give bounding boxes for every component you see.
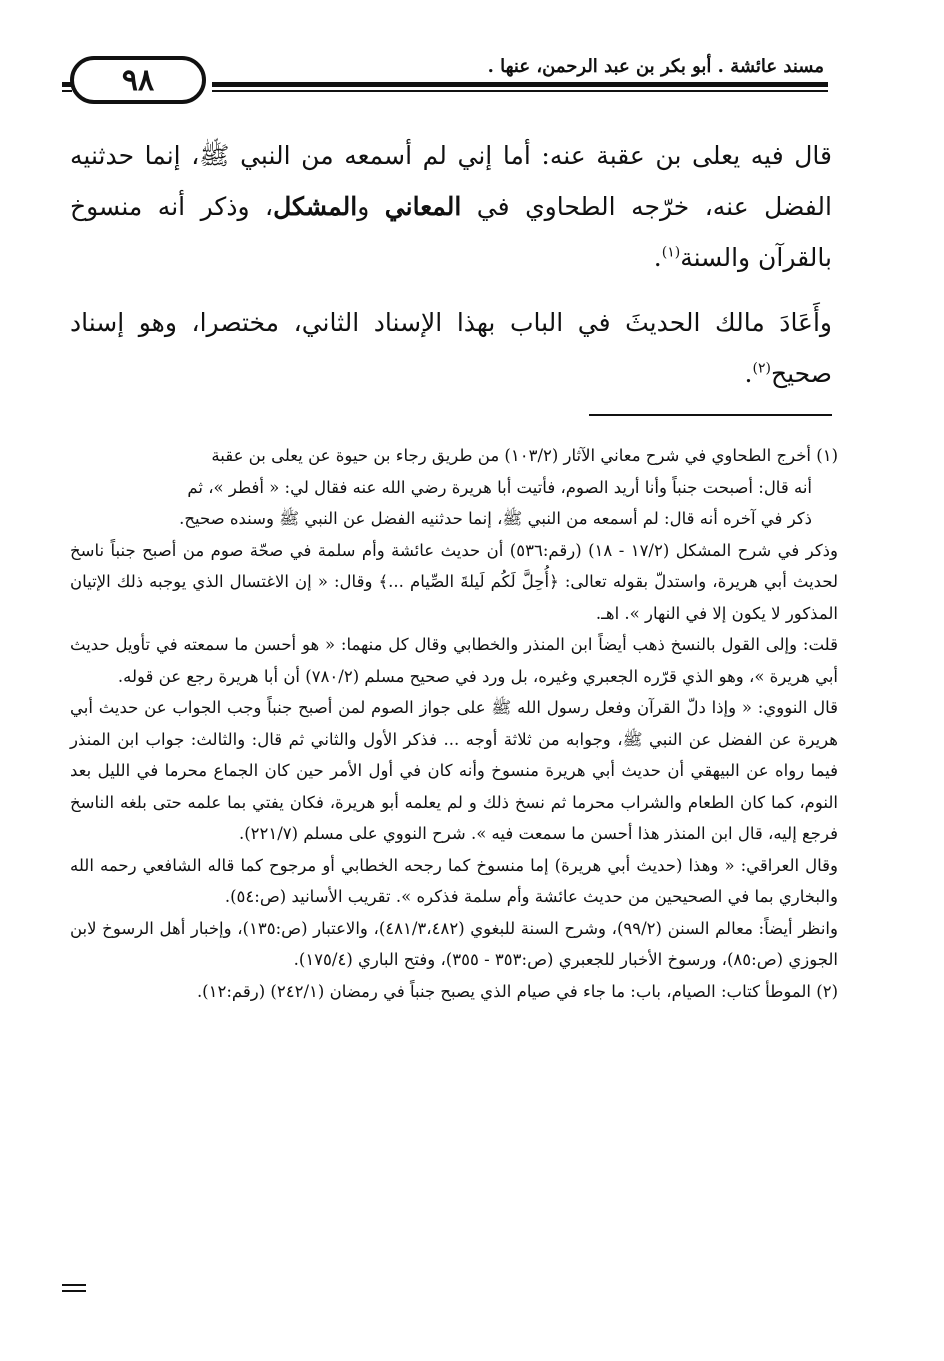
footnote-divider [589, 414, 832, 416]
p1-end: . [653, 243, 662, 272]
footnote-1-naskh: قلت: وإلى القول بالنسخ ذهب أيضاً ابن المنذر والخطابي وقال كل منهما: « هو أحسن ما سمعته في تأويل حديث أبي هريرة »، وهو الذي قرّره الجعبري وغيره، بل ورد في صحيح مسلم (٧٨٠/٢) أن أبا هريرة رجع عن قوله. [70, 635, 838, 686]
header-rule-left-thin [62, 90, 72, 92]
p1-text-a: قال فيه يعلى بن عقبة عنه: أما إني لم أسمعه من النبي ﷺ، إنما حدثنيه الفضل عنه، خرّجه الطحاوي في [70, 141, 832, 221]
footnote-2: (٢) الموطأ كتاب: الصيام، باب: ما جاء في صيام الذي يصبح جنباً في رمضان (٢٤٢/١) (رقم:١٢). [196, 981, 838, 1001]
footnotes [70, 440, 838, 1007]
p1-and: و [357, 192, 385, 221]
end-mark [62, 1284, 86, 1296]
footnote-1-references: وانظر أيضاً: معالم السنن (٩٩/٢)، وشرح السنة للبغوي (٤٨١/٣،٤٨٢)، والاعتبار (ص:١٣٥)، وإخبار أهل الرسوخ لابن الجوزي (ص:٨٥)، ورسوخ الأخبار للجعبري (ص:٣٥٣ - ٣٥٥)، وفتح الباري (١٧٥/٤). [70, 918, 838, 969]
p2-text: وأَعَادَ مالك الحديثَ في الباب بهذا الإسناد الثاني، مختصرا، وهو إسناد صحيح [70, 308, 832, 388]
p2-end: . [744, 359, 753, 388]
footnote-1-iraqi: وقال العراقي: « وهذا (حديث أبي هريرة) إما منسوخ كما رجحه الخطابي أو مرجوح كما قاله الشافعي رحمه الله والبخاري بما في الصحيحين من حديث عائشة وأم سلمة فذكره ». تقريب الأسانيد (ص:٥٤). [70, 855, 838, 906]
page-number: ٩٨ [70, 56, 206, 104]
main-text [70, 130, 832, 413]
footnote-1-line-3: ذكر في آخره أنه قال: لم أسمعه من النبي ﷺ، إنما حدثنيه الفضل عن النبي ﷺ وسنده صحيح. [179, 509, 812, 528]
header-rule [212, 82, 828, 87]
p1-text-b: ، وذكر أنه منسوخ بالقرآن والسنة [70, 192, 832, 272]
footnote-1-nawawi: قال النووي: « وإذا دلّ القرآن وفعل رسول الله ﷺ على جواز الصوم لمن أصبح جنباً وجب الجواب عن حديث أبي هريرة عن الفضل عن النبي ﷺ، وجوابه من ثلاثة أوجه ... فذكر الأول والثاني ثم قال: والثالث: جواب ابن المنذر فيما رواه عن البيهقي أن حديث أبي هريرة منسوخ وأنه كان في أول الأمر حين كان الجماع محرما في الليل بعد النوم، كما كان الطعام والشراب محرما ثم نسخ ذلك و لم يعلمه أبو هريرة، فكان يفتي بما علمه حتى بلغه الناسخ فرجع إليه، قال ابن المنذر هذا أحسن ما سمعت فيه ». شرح النووي على مسلم (٢٢١/٧). [70, 698, 838, 843]
footnote-ref-1[interactable]: (١) [661, 244, 681, 261]
footnote-1-line-1: (١) أخرج الطحاوي في شرح معاني الآثار (١٠٣/٢) من طريق رجاء بن حيوة عن يعلى بن عقبة [211, 446, 838, 465]
footnote-1-mushkil: وذكر في شرح المشكل (١٧/٢ - ١٨) (رقم:٥٣٦) أن حديث عائشة وأم سلمة في صحّة صوم من أصبح جنباً ناسخ لحديث أبي هريرة، واستدلّ بقوله تعالى: ﴿أُحِلَّ لَكُم لَيلةَ الصِّيام ...﴾ وقال: « إن الاغتسال الذي يوجبه ذلك الإتيان المذكور لا يكون إلا في النهار ». اهـ. [70, 540, 838, 623]
paragraph-1 [70, 130, 832, 283]
footnote-ref-2[interactable]: (٢) [752, 360, 771, 377]
paragraph-2 [70, 297, 832, 399]
p1-bold-mushkil: المشكل [273, 192, 358, 221]
footnote-1-line-2: أنه قال: أصبحت جنباً وأنا أريد الصوم، فأتيت أبا هريرة رضي الله عنه فقال لي: « أفطر »، ثم [187, 477, 812, 497]
header-rule-thin [212, 90, 828, 92]
p1-bold-maani: المعاني [384, 192, 462, 221]
running-title: مسند عائشة . أبو بكر بن عبد الرحمن، عنها . [487, 56, 824, 77]
page-header [66, 52, 828, 108]
